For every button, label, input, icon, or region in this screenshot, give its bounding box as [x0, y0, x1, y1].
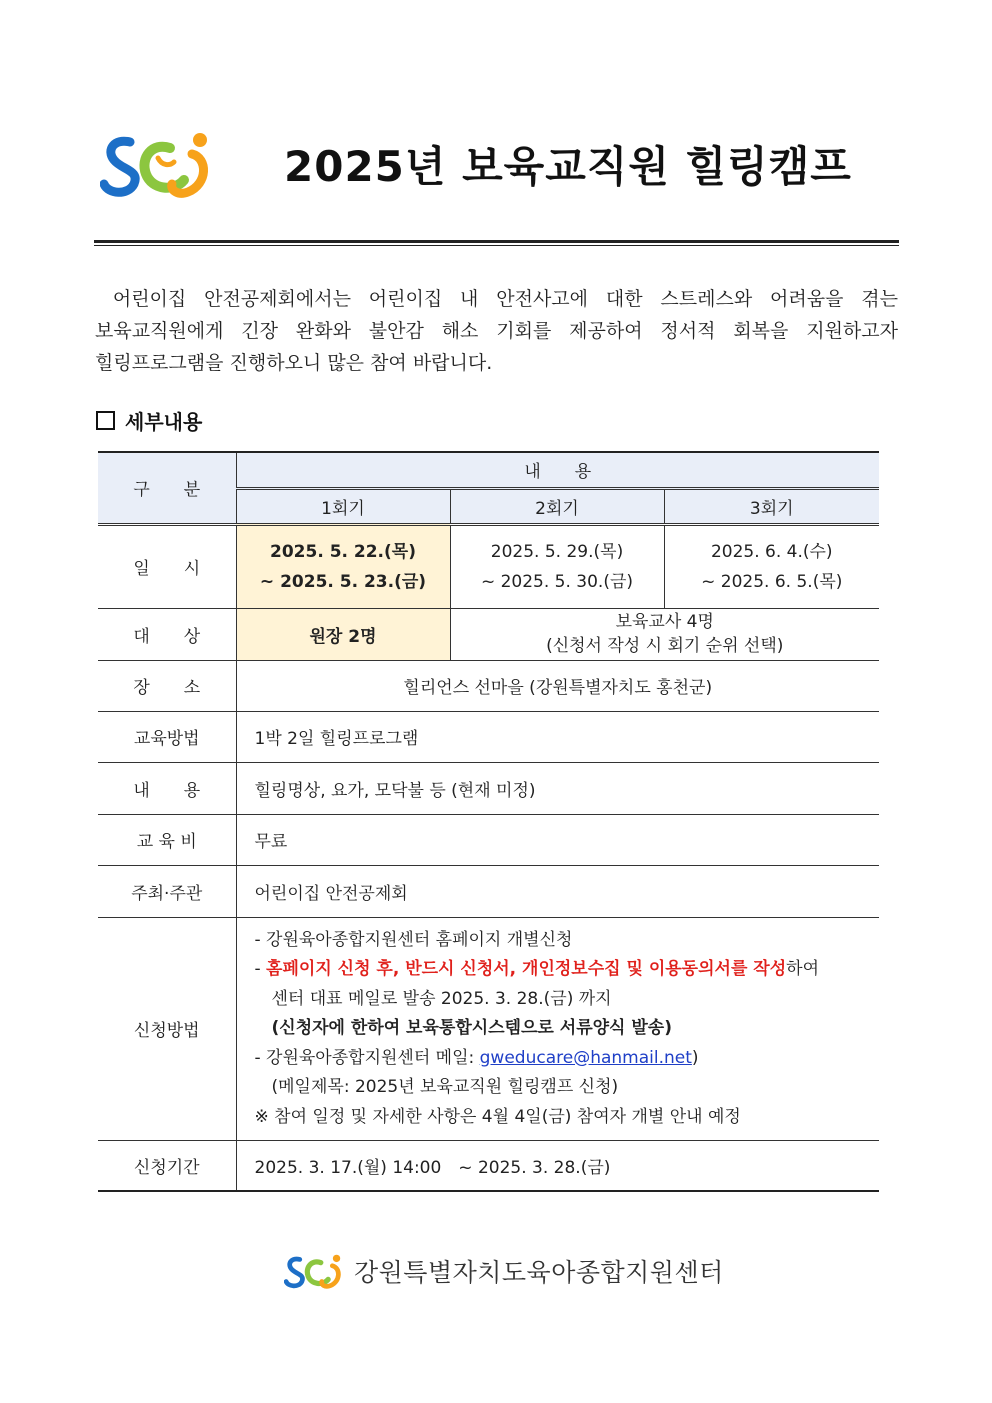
apply-line-2: - 홈페이지 신청 후, 반드시 신청서, 개인정보수집 및 이용동의서를 작성하여 [254, 959, 819, 979]
row-label-place: 장 소 [98, 660, 236, 711]
row-label-method: 교육방법 [98, 711, 236, 762]
period-value: 2025. 3. 17.(월) 14:00 ~ 2025. 3. 28.(금) [236, 1141, 879, 1191]
footer-logo-icon [284, 1251, 346, 1291]
apply-line-6: (메일제목: 2025년 보육교직원 힐링캠프 신청) [271, 1077, 619, 1097]
header-session-2: 2회기 [450, 488, 664, 524]
row-label-apply: 신청방법 [98, 917, 236, 1141]
title-divider-thin [94, 245, 899, 246]
center-logo-icon [100, 128, 218, 200]
detail-table [98, 451, 879, 1192]
apply-line-3: 센터 대표 메일로 발송 2025. 3. 28.(금) 까지 [271, 988, 612, 1009]
target-others: 보육교사 4명 (신청서 작성 시 회기 순위 선택) [450, 608, 879, 660]
section-title: 세부내용 [125, 410, 203, 434]
row-label-target: 대 상 [98, 608, 236, 660]
row-label-fee: 교 육 비 [98, 814, 236, 865]
date-session-2: 2025. 5. 29.(목) ~ 2025. 5. 30.(금) [450, 524, 664, 608]
header-session-1: 1회기 [236, 488, 450, 524]
page-title: 2025년 보육교직원 힐링캠프 [284, 142, 852, 191]
date-session-1: 2025. 5. 22.(목) ~ 2025. 5. 23.(금) [236, 524, 450, 608]
apply-line-5: - 강원육아종합지원센터 메일: gweducare@hanmail.net) [254, 1047, 699, 1068]
title-divider [94, 240, 899, 243]
footer-org [284, 1251, 724, 1295]
footer-org-name: 강원특별자치도육아종합지원센터 [354, 1258, 724, 1287]
row-label-period: 신청기간 [98, 1141, 236, 1191]
apply-line-7: ※ 참여 일정 및 자세한 사항은 4월 4일(금) 참여자 개별 안내 예정 [254, 1106, 741, 1127]
content-value: 힐링명상, 요가, 모닥불 등 (현재 미정) [236, 762, 879, 814]
row-label-content: 내 용 [98, 762, 236, 814]
place-value: 힐리언스 선마을 (강원특별자치도 홍천군) [236, 660, 879, 711]
header-session-3: 3회기 [664, 488, 879, 524]
email-link[interactable]: gweducare@hanmail.net [479, 1047, 692, 1068]
header-content: 내 용 [236, 452, 879, 488]
target-session-1: 원장 2명 [236, 608, 450, 660]
checkbox-square-icon [96, 411, 115, 430]
header-category: 구 분 [98, 452, 236, 524]
apply-line-4: (신청자에 한하여 보육통합시스템으로 서류양식 발송) [271, 1018, 672, 1038]
date-session-3: 2025. 6. 4.(수) ~ 2025. 6. 5.(목) [664, 524, 879, 608]
row-label-host: 주최·주관 [98, 865, 236, 917]
fee-value: 무료 [236, 814, 879, 865]
intro-paragraph: 어린이집 안전공제회에서는 어린이집 내 안전사고에 대한 스트레스와 어려움을 겪는 보육교직원에게 긴장 완화와 불안감 해소 기회를 제공하여 정서적 회복을 지원하고자 힐링프로그램을 진행하오니 많은 참여 바랍니다. [95, 288, 898, 374]
host-value: 어린이집 안전공제회 [236, 865, 879, 917]
apply-value [236, 917, 879, 1141]
section-heading [96, 406, 202, 435]
apply-line-1: - 강원육아종합지원센터 홈페이지 개별신청 [254, 929, 573, 950]
row-label-date: 일 시 [98, 524, 236, 608]
method-value: 1박 2일 힐링프로그램 [236, 711, 879, 762]
